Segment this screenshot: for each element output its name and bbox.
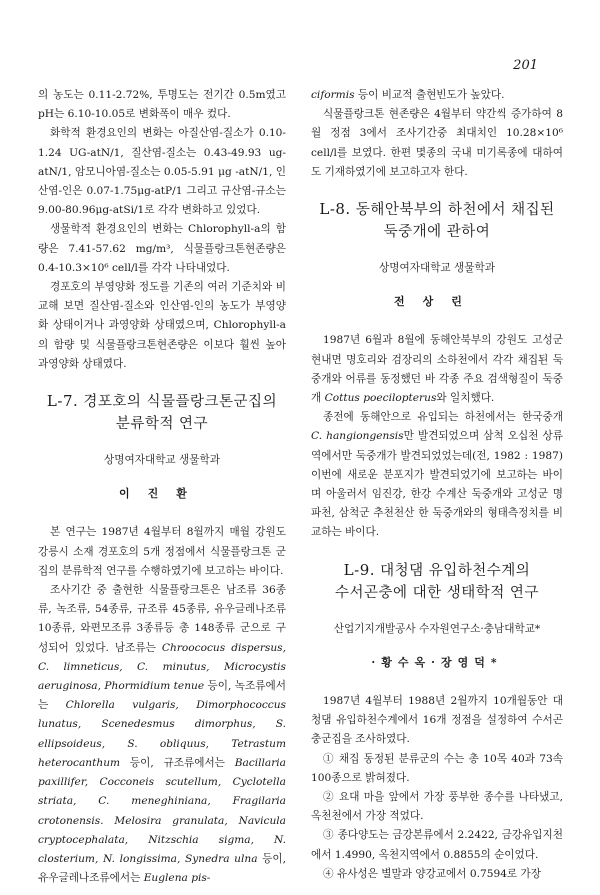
- paragraph: 생물학적 환경요인의 변화는 Chlorophyll-a의 함량은 7.41-57.62 mg/m³, 식물플랑크톤현존량은 0.4-10.3×10⁶ cell/l를 각각 나타내었다.: [38, 223, 286, 274]
- text-run: 와 일치했다.: [436, 392, 495, 405]
- affiliation: 상명여자대학교 생물학과: [379, 262, 495, 275]
- text-run: 등이, 규조류에서는: [120, 756, 235, 769]
- paragraph: [311, 86, 563, 105]
- species-names: C. hangiongensis: [311, 430, 404, 443]
- section-title-l7: [38, 390, 286, 435]
- section-title-line: 대청댐 유입하천수계의: [380, 562, 531, 579]
- author: 이진환: [119, 487, 205, 501]
- list-item: ④ 유사성은 별말과 양강교에서 0.7594로 가장: [323, 867, 542, 880]
- section-title-line: 둑중개에 관하여: [383, 224, 491, 241]
- species-names: Chroococus dispersus, C. limneticus, C. minutus, Microcystis aeruginosa, Phormidium tenue: [38, 641, 286, 693]
- text-run: 조사기간 중 출현한 식물플랑크톤은 남조류 36종류, 녹조류, 54종류, 규조류 45종류, 유우글레나조류 10종류, 와편모조류 3종류등 총 148종류 군으로 구성되어 있었다. 남조류는: [38, 584, 286, 654]
- text-run: 1987년 6월과 8월에 동해안북부의 강원도 고성군 현내면 명호리와 검장리의 소하천에서 각각 채집된 둑중개와 어류를 동정했던 바 각종 주요 검색형질이 둑중개: [311, 334, 563, 405]
- paragraph: 화학적 환경요인의 변화는 아질산염-질소가 0.10-1.24 UG-atN/1, 질산염-질소는 0.43-49.93 ug-atN/1, 암모니아염-질소는 0.05-5.91 μg -atN/1, 인산염-인은 0.07-1.75μg-atP/1 그리고 규산염-규소는 9.00-80.96μg-atSi/1로 각각 변화하고 있었다.: [38, 127, 286, 217]
- species-names: Chlorella vulgaris, Dimorphococcus lunatus, Scenedesmus dimorphus, S. ellipsoideus, S. obliquus, Tetrastum heterocanthum: [38, 699, 286, 769]
- paragraph: [38, 581, 286, 888]
- affiliation: 산업기지개발공사 수자원연구소·충남대학교*: [333, 622, 541, 635]
- section-title-l8: [311, 198, 563, 243]
- species-names: Euglena pis-: [143, 872, 211, 885]
- species-names: Cottus poecilopterus: [324, 392, 437, 405]
- paragraph: 식물플랑크톤 현존량은 4월부터 약간씩 증가하여 8월 정점 3에서 조사기간중 최대치인 10.28×10⁶ cell/l를 보였다. 한편 몇종의 국내 미기록종에 대하여도 기재하였기에 보고하고자 한다.: [311, 108, 563, 178]
- paragraph: 경포호의 부영양화 정도를 기존의 여러 기준치와 비교해 보면 질산염-질소와 인산염-인의 농도가 부영양화 상태이거나 과영양화 상태였으며, Chlorophyll-a의 함량 및 식물플랑크톤현존량은 이보다 훨씬 높아 과영양화 상태였다.: [38, 281, 286, 370]
- list-item: ① 채집 동정된 분류군의 수는 총 10목 40과 73속 100종으로 밝혀졌다.: [311, 752, 563, 784]
- text-run: 등이, 녹조류에서는: [38, 680, 286, 712]
- paragraph: [311, 408, 563, 542]
- section-title-line: 경포호의 식물플랑크톤군집의: [83, 394, 278, 411]
- section-title-l9: [311, 559, 563, 604]
- section-title-line: 분류학적 연구: [115, 416, 209, 433]
- affiliation: 상명여자대학교 생물학과: [104, 454, 220, 467]
- right-column: [311, 86, 563, 884]
- section-code: L-7.: [46, 392, 79, 411]
- paragraph: 본 연구는 1987년 4월부터 8월까지 매월 강원도 강릉시 소재 경포호의 5개 정점에서 식물플랑크톤 군집의 분류학적 연구를 수행하였기에 보고하는 바이다.: [38, 526, 286, 577]
- section-title-line: 수서곤충에 대한 생태학적 연구: [335, 584, 539, 601]
- text-run: 등이, 유우글레나조류에서는: [38, 852, 287, 885]
- author: ·황수옥·장영덕*: [371, 655, 503, 669]
- section-title-line: 동해안북부의 하천에서 채집된: [355, 202, 555, 219]
- text-run: 만 발견되었으며 삼척 오십천 상류역에서만 둑중개가 발견되었었는데(전, 1982 : 1987) 이번에 새로운 분포지가 발견되었기에 보고하는 바이며 아울러서 임진강, 한강 수계산 둑중개와 고성군 명파천, 삼척군 추천천산 한 둑중개와의 형태측정치를 비교하는 바이다.: [311, 430, 563, 539]
- paragraph: [311, 331, 563, 408]
- left-column: [38, 86, 286, 888]
- species-names: Bacillaria paxillifer, Cocconeis scutellum, Cyclotella striata, C. meneghiniana, Fragilaria crotonensis. Melosira granulata, Navicula cryptocephalata, Nitzschia sigma, N. closterium, N. longissima, Synedra ulna: [38, 756, 286, 865]
- paragraph: 의 농도는 0.11-2.72%, 투명도는 전기간 0.5m였고 pH는 6.10-10.05로 변화폭이 매우 컸다.: [38, 89, 286, 121]
- section-code: L-8.: [319, 200, 351, 219]
- text-run: 종전에 동해안으로 유입되는 하천에서는 한국중개: [323, 411, 563, 424]
- page-number: 201: [513, 58, 538, 73]
- author: 전상린: [394, 295, 480, 309]
- paragraph: 1987년 4월부터 1988년 2월까지 10개월동안 대청댐 유입하천수계에서 16개 정점을 설정하여 수서곤충군집을 조사하였다.: [311, 695, 563, 746]
- list-item: ③ 종다양도는 금강본류에서 2.2422, 금강유입지천에서 1.4990, 옥천지역에서 0.8855의 순이었다.: [311, 829, 563, 861]
- species-names: ciformis: [311, 89, 355, 101]
- section-code: L-9.: [343, 560, 376, 579]
- list-item: ② 요대 마을 앞에서 가장 풍부한 종수를 나타냈고, 옥천천에서 가장 적었다.: [311, 791, 563, 823]
- text-run: 등이 비교적 출현빈도가 높았다.: [354, 89, 505, 101]
